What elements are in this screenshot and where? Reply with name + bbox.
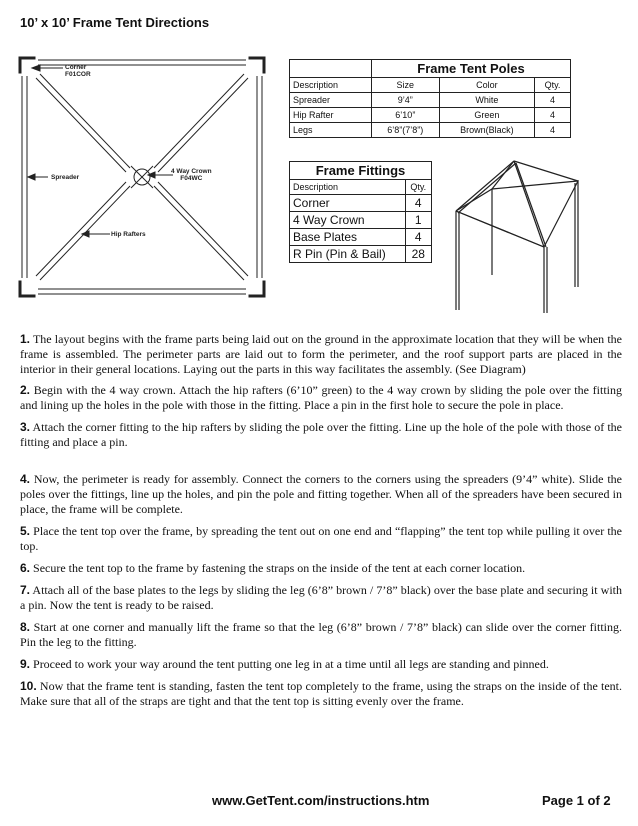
fitting-qty: 28 xyxy=(405,246,431,263)
fitting-description: Base Plates xyxy=(290,229,406,246)
tent-frame-illustration xyxy=(452,155,582,315)
step-8 xyxy=(20,620,622,650)
pole-description: Hip Rafter xyxy=(290,108,372,123)
page-title: 10’ x 10’ Frame Tent Directions xyxy=(20,15,210,30)
table-row xyxy=(290,93,571,108)
step-text: Now, the perimeter is ready for assembly. Connect the corners to the corners using the spreaders (9’4” white). Slide the poles over the fittings, line up the holes, and pin the pole and fitting together. When all of the spreaders have been secured in place, the frame will be complete. xyxy=(20,472,622,516)
fittings-header-row xyxy=(290,180,432,195)
step-text: Proceed to work your way around the tent putting one leg in at a time until all legs are standing and pinned. xyxy=(30,657,549,671)
page-number: Page 1 of 2 xyxy=(542,793,611,808)
fitting-qty: 4 xyxy=(405,229,431,246)
pole-description: Legs xyxy=(290,123,372,138)
fittings-header-qty: Qty. xyxy=(405,180,431,195)
step-2 xyxy=(20,383,622,413)
step-6 xyxy=(20,561,622,576)
step-10 xyxy=(20,679,622,709)
pole-qty: 4 xyxy=(535,123,571,138)
table-row xyxy=(290,212,432,229)
pole-size: 6’10” xyxy=(371,108,439,123)
step-number: 3. xyxy=(20,420,31,434)
step-text: Begin with the 4 way crown. Attach the hip rafters (6’10” green) to the 4 way crown by sliding the pole over the fitting and lining up the holes in the pole with those in the fitting. Place a pin in the first hole to secure the pole in place. xyxy=(20,383,622,412)
pole-color: Brown(Black) xyxy=(439,123,534,138)
step-text: Attach the corner fitting to the hip rafters by sliding the pole over the fitting. Line up the hole of the pole with those of the fitting and place a pin. xyxy=(20,420,622,449)
fitting-qty: 4 xyxy=(405,195,431,212)
poles-table-title: Frame Tent Poles xyxy=(371,60,570,78)
step-text: Secure the tent top to the frame by fastening the straps on the inside of the tent at each corner location. xyxy=(30,561,526,575)
step-number: 7. xyxy=(20,583,31,597)
pole-qty: 4 xyxy=(535,93,571,108)
frame-fittings-table xyxy=(289,161,432,263)
fitting-description: Corner xyxy=(290,195,406,212)
frame-tent-poles-table xyxy=(289,59,571,138)
fitting-qty: 1 xyxy=(405,212,431,229)
pole-color: White xyxy=(439,93,534,108)
step-text: Start at one corner and manually lift the frame so that the leg (6’8” brown / 7’8” black) can slide over the corner fitting. Pin the leg to the fitting. xyxy=(20,620,622,649)
footer-url: www.GetTent.com/instructions.htm xyxy=(212,793,430,808)
tent-frame-drawing xyxy=(452,155,582,315)
step-number: 4. xyxy=(20,472,31,486)
fittings-header-description: Description xyxy=(290,180,406,195)
step-number: 10. xyxy=(20,679,37,693)
step-text: Now that the frame tent is standing, fasten the tent top completely to the frame, using the straps on the inside of the tent. Make sure that all of the straps are tight and that the tent top is sitting evenly over the frame. xyxy=(20,679,622,708)
step-number: 9. xyxy=(20,657,31,671)
table-row xyxy=(290,108,571,123)
step-1 xyxy=(20,332,622,377)
corner-code-text: F01COR xyxy=(65,71,91,78)
step-5 xyxy=(20,524,622,554)
step-text: Attach all of the base plates to the legs by sliding the leg (6’8” brown / 7’8” black) over the base plate and securing it with a pin. Now the tent is ready to be raised. xyxy=(20,583,622,612)
instructions xyxy=(20,332,622,709)
step-number: 2. xyxy=(20,383,31,397)
poles-header-row xyxy=(290,78,571,93)
pole-size: 6’8”(7’8”) xyxy=(371,123,439,138)
crown-code-text: F04WC xyxy=(180,175,203,182)
step-number: 8. xyxy=(20,620,31,634)
poles-header-size: Size xyxy=(371,78,439,93)
step-number: 1. xyxy=(20,332,31,346)
table-row xyxy=(290,195,432,212)
table-row xyxy=(290,229,432,246)
step-7 xyxy=(20,583,622,613)
pole-color: Green xyxy=(439,108,534,123)
step-number: 6. xyxy=(20,561,31,575)
step-4 xyxy=(20,472,622,517)
fitting-description: 4 Way Crown xyxy=(290,212,406,229)
crown-label xyxy=(171,168,212,182)
poles-header-description: Description xyxy=(290,78,372,93)
pole-description: Spreader xyxy=(290,93,372,108)
hip-rafters-label: Hip Rafters xyxy=(111,231,146,238)
step-3 xyxy=(20,420,622,450)
poles-header-qty: Qty. xyxy=(535,78,571,93)
corner-label xyxy=(65,64,91,78)
frame-layout-diagram xyxy=(18,56,266,298)
fitting-description: R Pin (Pin & Bail) xyxy=(290,246,406,263)
step-text: Place the tent top over the frame, by spreading the tent out on one end and “flapping” the tent top while pulling it over the top. xyxy=(20,524,622,553)
step-9 xyxy=(20,657,622,672)
corner-label-text: Corner xyxy=(65,64,87,71)
step-number: 5. xyxy=(20,524,31,538)
crown-label-text: 4 Way Crown xyxy=(171,168,212,175)
pole-size: 9’4” xyxy=(371,93,439,108)
spreader-label: Spreader xyxy=(51,174,80,181)
table-row xyxy=(290,123,571,138)
pole-qty: 4 xyxy=(535,108,571,123)
fittings-table-title: Frame Fittings xyxy=(290,162,432,180)
step-text: The layout begins with the frame parts being laid out on the ground in the approximate location that they will be when the frame is assembled. The perimeter parts are laid out to form the perimeter, and the roof support parts are placed in the interior in their general locations. Laying out the parts in this way facilitates the assembly. (See Diagram) xyxy=(20,332,622,376)
poles-header-color: Color xyxy=(439,78,534,93)
table-row xyxy=(290,246,432,263)
